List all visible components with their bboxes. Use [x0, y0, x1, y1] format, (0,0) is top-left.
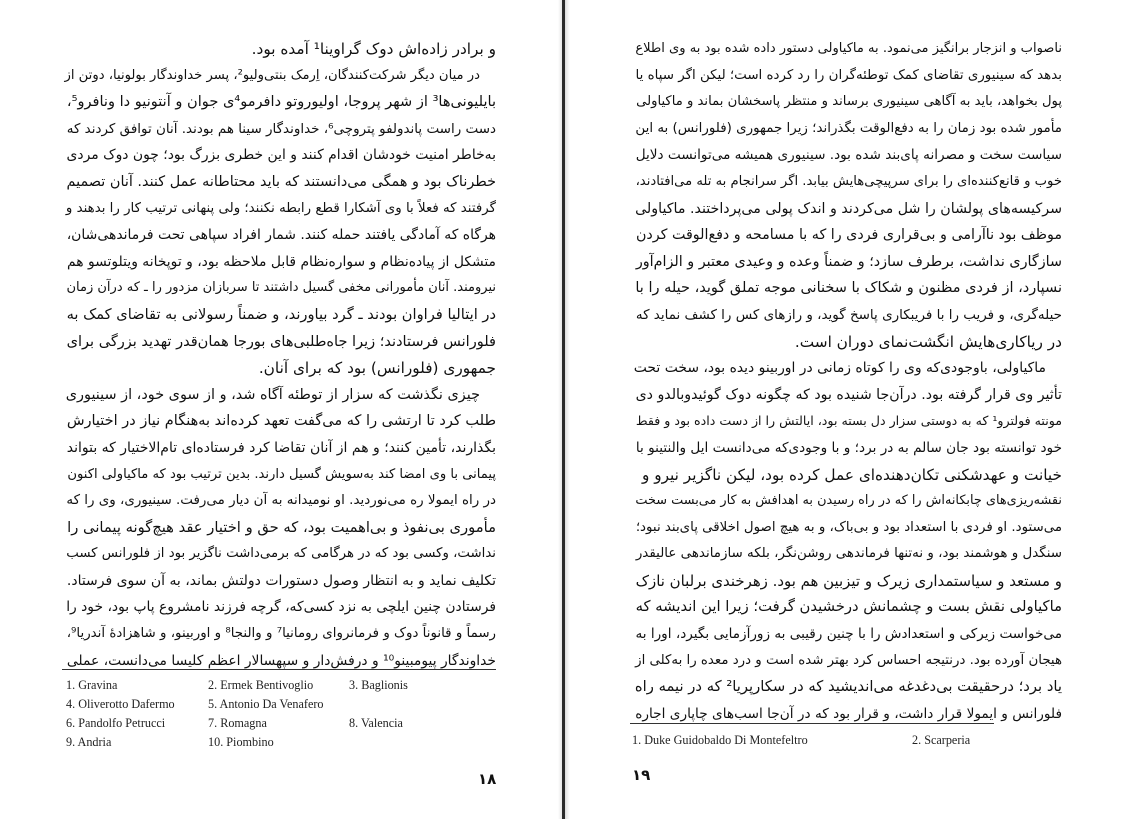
text-line: خوب و قانع‌کننده‌ای را برای سرپیچی‌هایش بیابد. اگر سرانجام به تله می‌افتادند، [635, 173, 1062, 189]
text-line: خیانت و عهدشکنی تکان‌دهنده‌ای عمل کرده بود، لیکن ناگزیر نیرو و [641, 465, 1062, 484]
footnote: 1. Gravina [66, 678, 118, 692]
text-line: موظف بود ناآرامی و بی‌قراری فردی را که با مسامحه و دفع‌الوقت کردن [635, 227, 1062, 244]
text-line: نقشه‌ریزی‌های چابکانه‌اش را که در راه رسیدن به اهدافش به کار می‌بست سخت [635, 493, 1062, 509]
text-line: نسپارد، از فردی مظنون و شکاک با سخنانی موجه تملق گوید، حیله را با [635, 280, 1062, 297]
text-line: به‌خاطر امنیت خودشان اقدام کنند و این خطری بزرگ بود؛ چون دوک مردی [66, 147, 496, 164]
text-line: سرکیسه‌های پولشان را شل می‌کردند و اندک پولی می‌پرداختند. ماکیاولی [635, 200, 1062, 217]
text-line: طلب کرد تا ارتشی را که می‌گفت تعهد کرده‌اند به‌هنگام نیاز در اختیارش [66, 413, 496, 430]
text-line: فلورانس و ایمولا قرار داشت، و قرار بود که در آن‌جا اسب‌های چاپاری اجاره [635, 705, 1062, 722]
footnote: 1. Duke Guidobaldo Di Montefeltro [632, 733, 808, 747]
footnote: 7. Romagna [208, 716, 267, 730]
text-line: پیمانی با وی امضا کند به‌سویش گسیل دارند. بدین ترتیب بود که ماکیاولی اکنون [67, 466, 496, 482]
right-footnote-rule [630, 723, 994, 724]
text-line: چیزی نگذشت که سزار از توطئه آگاه شد، و از سوی خود، از سینیوری [65, 386, 480, 403]
footnote: 2. Scarperia [912, 733, 971, 747]
text-line: بگذارند، تأمین کنند؛ و هم از آنان تقاضا کرد فرستاده‌ای تام‌الاختیار که بتواند [66, 439, 496, 456]
text-line: سنگدل و هوشمند بود، و نه‌تنها فرماندهی روشن‌نگر، بلکه سازماندهی عالیقدر [635, 546, 1062, 562]
text-line: خداوندگار پیومبینو¹⁰ و درفش‌دار و سپهسالار اعظم کلیسا می‌دانست، عملی [66, 652, 496, 669]
text-line: نداشت، وکسی بود که در هرگامی که برمی‌داشت ناگزیر بود از فلورانس کسب [66, 546, 496, 562]
text-line: سازگاری نداشت، برطرف سازد؛ و ضمناً وعده و وعیدی معتبر و الزام‌آور [635, 253, 1062, 270]
text-line: ماکیاولی نقش بست و چشمانش درخشیدن گرفت؛ زیرا این اندیشه که [635, 598, 1062, 616]
text-line: تأثیر وی قرار گرفته بود. درآن‌جا شنیده بود که چگونه دوک گوئیدوبالدو دی [635, 386, 1062, 403]
footnote: 5. Antonio Da Venafero [208, 697, 324, 711]
text-line: فلورانس فرستادند؛ زیرا جاه‌طلبی‌های بورجا همان‌قدر تهدید بزرگی برای [66, 333, 496, 350]
text-line: در ایتالیا فراوان بودند ـ گرد بیاورند، و ضمناً رسولانی به تقاضای کمک به [66, 305, 496, 323]
left-footnotes [66, 676, 486, 756]
text-line: خطرناک بود و همگی می‌دانستند که باید محتاطانه عمل کنند. آنان تصمیم [66, 173, 496, 190]
left-footnote-rule [62, 669, 496, 670]
right-page [566, 0, 1129, 819]
text-line: خود توانسته بود جان سالم به در برد؛ و با وجودی‌که می‌دانست ایل والنتینو با [635, 439, 1062, 456]
text-line: هرگاه که آمادگی یافتند حمله کنند. شمار افراد سپاهی تحت فرماندهی‌شان، [66, 227, 496, 244]
left-page [0, 0, 560, 819]
text-line: ماکیاولی، باوجودی‌که وی را کوتاه زمانی در اوربینو دیده بود، سخت تحت [633, 360, 1046, 377]
text-line: و برادر زاده‌اش دوک گراوینا¹ آمده بود. [251, 40, 496, 58]
text-line: جمهوری (فلورانس) بود که برای آنان. [258, 359, 496, 378]
text-line: در راه ایمولا ره می‌نوردید. او نومیدانه به آن دیار می‌رفت. سینیوری، وی را که [66, 493, 496, 509]
text-line: می‌خواست زیرکی و استعدادش را با چنین رقیبی به زورآزمایی بگیرد، اورا به [635, 626, 1062, 643]
footnote: 10. Piombino [208, 735, 274, 749]
footnote: 2. Ermek Bentivoglio [208, 678, 314, 692]
text-line: ناصواب و انزجار برانگیز می‌نمود. به ماکیاولی دستور داده شده بود به وی اطلاع [635, 41, 1062, 56]
text-line: در میان دیگر شرکت‌کنندگان، اِرمک بنتی‌ولیو²، پسر خداوندگار بولونیا، دوتن از [64, 67, 480, 83]
right-body-text [631, 36, 1062, 727]
right-footnotes [632, 731, 1062, 755]
footnote: 6. Pandolfo Petrucci [66, 716, 166, 730]
text-line: سیاست سخت و مصرانه پای‌بند شده بود. سینیوری همیشه می‌توانست دلایل [635, 147, 1062, 164]
text-line: تکلیف نماید و به انتظار وصول دستورات دولتش بماند، به آن سوی فرستاد. [66, 572, 496, 589]
text-line: بدهد که سینیوری تقاضای کمک توطئه‌گران را رد کرده است؛ لیکن اگر سپاه یا [635, 67, 1062, 83]
text-line: مأموری بی‌نفوذ و بی‌اهمیت بود، که حق و اختیار عقد هیچ‌گونه پیمانی را [67, 518, 496, 536]
footnote: 4. Oliverotto Dafermo [66, 697, 175, 711]
text-line: در ریاکاری‌هایش انگشت‌نمای دوران است. [794, 332, 1062, 351]
text-line: مونته فولترو¹ که به دوستی سزار دل بسته بود، ایالتش را از دست داده بود و فقط [635, 413, 1062, 429]
text-line: یاد برد؛ درحقیقت بی‌دغدغه می‌اندیشید که در سکارپریا² که در نیمه راه [634, 678, 1062, 696]
text-line: می‌ستود. او فردی با استعداد بود و بی‌باک، و به هیچ اصول اخلاقی پای‌بند نبود؛ [635, 519, 1062, 535]
text-line: دست راست پاندولفو پتروچی⁶، خداوندگار سینا هم بودند. آنان توافق کردند که [66, 120, 496, 137]
text-line: و مستعد و سیاستمداری زیرک و تیزبین هم بود. زهرخندی برلبان نازک [635, 571, 1062, 590]
footnote: 9. Andria [66, 735, 112, 749]
book-gutter [562, 0, 565, 819]
text-line: حیله‌گری، و فریب را با فریبکاری پاسخ گوید، و رازهای کس را کشف نماید که [635, 306, 1062, 323]
text-line: نیرومند. آنان مأمورانی مخفی گسیل داشتند تا سربازان مزدور را ـ که درآن زمان [66, 280, 496, 296]
text-line: پول بخواهد، باید به آگاهی سینیوری برساند و منتظر پاسخشان بماند و ماکیاولی [636, 94, 1062, 110]
text-line: هیجان آورده بود. درنتیجه احساس کرد بهتر شده است و درد معده را به‌کلی از [635, 652, 1062, 668]
page-number: ۱۸ [478, 770, 497, 788]
left-body-text [62, 36, 496, 674]
text-line: بایلیونی‌ها³ از شهر پروجا، اولیوروتو دافرمو⁴ی جوان و آنتونیو دا ونافرو⁵، [66, 93, 496, 111]
page-number: ۱۹ [632, 766, 651, 784]
text-line: فرستادن چنین ایلچی به نزد کسی‌که، گرچه فرزند نامشروع پاپ بود، خود را [66, 599, 496, 616]
text-line: مأمور شده بود زمان را به دفع‌الوقت بگذراند؛ زیرا جمهوری (فلورانس) به این [635, 120, 1062, 136]
text-line: رسماً و قانوناً دوک و فرمانروای رومانیا⁷ و والنجا⁸ و اوربینو، و شاهزادهٔ آندریا⁹، [66, 626, 496, 642]
footnote: 8. Valencia [349, 716, 403, 730]
text-line: متشکل از پیاده‌نظام و سواره‌نظام قابل ملاحظه بود، و توپخانه ویتلوتسو هم [67, 253, 496, 270]
text-line: گرفتند که فعلاً با وی آشکارا قطع رابطه نکنند؛ ولی پنهانی ترتیب کار را بدهند و [65, 200, 496, 216]
footnote: 3. Baglionis [349, 678, 408, 692]
